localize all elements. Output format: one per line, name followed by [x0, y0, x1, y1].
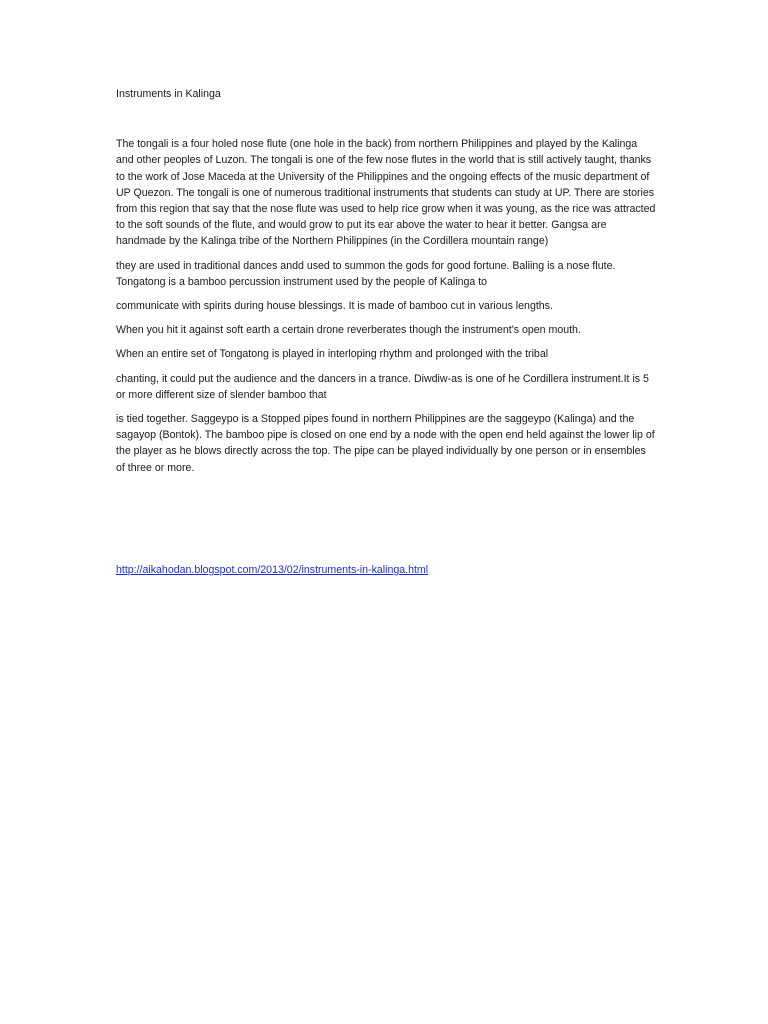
paragraph-interloping-rhythm: When an entire set of Tongatong is played in interloping rhythm and prolonged with the tribal [116, 348, 549, 361]
source-link[interactable]: http://aikahodan.blogspot.com/2013/02/instruments-in-kalinga.html [116, 564, 429, 576]
paragraph-tongali: The tongali is a four holed nose flute (one hole in the back) from northern Philippines and played by the Kalinga and other peoples of Luzon. The tongali is one of the few nose flutes in the world that is still actively taught, thanks to the work of Jose Maceda at the University of the Philippines and the ongoing effects of the music department of UP Quezon. The tongali is one of numerous traditional instruments that students can study at UP. There are stories from this region that say that the nose flute was used to help rice grow when it was young, as the rice was attracted to the soft sounds of the flute, and would grow to put its ear above the water to hear it better. Gangsa are handmade by the Kalinga tribe of the Northern Philippines (in the Cordillera mountain range) [116, 138, 656, 248]
paragraph-saggeypo: is tied together. Saggeypo is a Stopped pipes found in northern Philippines are the saggeypo (Kalinga) and the sagayop (Bontok). The bamboo pipe is closed on one end by a node with the open end held against the lower lip of the player as he blows directly across the top. The pipe can be played individually by one person or in ensembles of three or more. [116, 413, 655, 474]
paragraph-diwdiw-as: chanting, it could put the audience and the dancers in a trance. Diwdiw-as is one of he Cordillera instrument.It is 5 or more different size of slender bamboo that [116, 372, 649, 401]
paragraph-tongatong-blessings: communicate with spirits during house blessings. It is made of bamboo cut in various lengths. [116, 300, 553, 313]
document-title: Instruments in Kalinga [116, 88, 221, 100]
paragraph-gangsa-baliing: they are used in traditional dances andd used to summon the gods for good fortune. Baliing is a nose flute. Tongatong is a bamboo percussion instrument used by the people of Kalinga to [116, 259, 616, 288]
document-body [116, 86, 656, 476]
paragraph-drone: When you hit it against soft earth a certain drone reverberates though the instrument's open mouth. [116, 324, 581, 337]
